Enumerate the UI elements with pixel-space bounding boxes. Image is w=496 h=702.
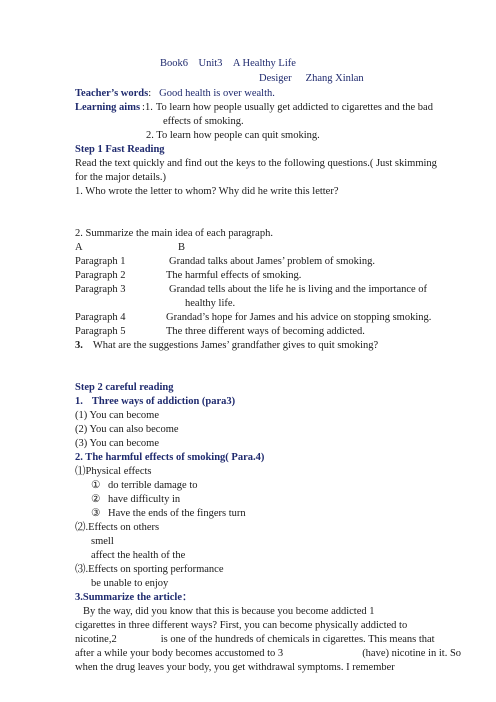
paragraph-idea: Grandad’s hope for James and his advice on stopping smoking. xyxy=(166,312,432,323)
addiction-way: (2) You can also become xyxy=(75,424,179,435)
question-1: 1. Who wrote the letter to whom? Why did he write this letter? xyxy=(75,186,339,197)
paragraph-idea: Grandad talks about James’ problem of smoking. xyxy=(169,256,375,267)
others-effect-item: smell xyxy=(91,536,114,547)
section-3-heading: 3.Summarize the article： xyxy=(75,592,193,603)
learning-aim-1-cont: effects of smoking. xyxy=(163,116,244,127)
aim1-num: :1. xyxy=(142,102,153,113)
designer-line xyxy=(259,72,364,86)
paragraph-row xyxy=(75,255,125,269)
paragraph-label: Paragraph 2 xyxy=(75,270,126,281)
question-2: 2. Summarize the main idea of each paragraph. xyxy=(75,228,273,239)
question-3-text: What are the suggestions James’ grandfather gives to quit smoking? xyxy=(92,340,379,351)
column-a-header: A xyxy=(75,242,83,253)
physical-effect-text: Have the ends of the fingers turn xyxy=(108,508,246,519)
summary-line: when the drug leaves your body, you get withdrawal symptoms. I remember xyxy=(75,662,395,673)
circled-number: ③ xyxy=(91,508,101,519)
paragraph-row xyxy=(75,283,125,297)
physical-effect-item xyxy=(91,479,198,493)
column-b-header: B xyxy=(178,242,186,253)
physical-effect-item xyxy=(91,507,246,521)
section-2-heading: 2. The harmful effects of smoking( Para.4) xyxy=(75,452,265,463)
learning-aims-label: Learning aims xyxy=(75,102,141,113)
paragraph-idea-cont: healthy life. xyxy=(185,298,236,309)
designer-name: Zhang Xinlan xyxy=(305,73,364,84)
paragraph-idea: Grandad tells about the life he is living and the importance of xyxy=(169,284,428,295)
teachers-words-colon: : xyxy=(148,88,152,99)
addiction-way: (1) You can become xyxy=(75,410,159,421)
effects-on-others-heading: ⑵.Effects on others xyxy=(75,522,160,533)
physical-effects-heading: ⑴Physical effects xyxy=(75,466,152,477)
designer-label: Desiger xyxy=(259,73,292,84)
step2-title: Step 2 careful reading xyxy=(75,382,174,393)
summary-line xyxy=(75,647,461,661)
section-1-heading xyxy=(75,395,235,409)
teachers-words xyxy=(75,87,275,101)
step1-instruction-cont: for the major details.) xyxy=(75,172,166,183)
step1-title: Step 1 Fast Reading xyxy=(75,144,165,155)
summary-line: By the way, did you know that this is because you become addicted 1 xyxy=(83,606,375,617)
circled-number: ① xyxy=(91,480,101,491)
question-3 xyxy=(75,339,378,353)
sporting-effects-heading: ⑶.Effects on sporting performance xyxy=(75,564,224,575)
paragraph-row xyxy=(75,325,125,339)
summary-fragment: is one of the hundreds of chemicals in cigarettes. This means that xyxy=(160,634,435,645)
paragraph-row xyxy=(75,311,125,325)
paragraph-label: Paragraph 4 xyxy=(75,312,126,323)
aim1-text: To learn how people usually get addicted to cigarettes and the bad xyxy=(155,102,433,113)
paragraph-label: Paragraph 1 xyxy=(75,256,126,267)
document-title: Book6 Unit3 A Healthy Life xyxy=(160,58,296,69)
addiction-way: (3) You can become xyxy=(75,438,159,449)
paragraph-label: Paragraph 5 xyxy=(75,326,126,337)
summary-line: cigarettes in three different ways? First, you can become physically addicted to xyxy=(75,620,408,631)
physical-effect-text: have difficulty in xyxy=(108,494,181,505)
summary-line xyxy=(75,633,435,647)
summary-fragment: nicotine,2 xyxy=(75,634,117,645)
section-1-text: Three ways of addiction (para3) xyxy=(91,396,236,407)
physical-effect-item xyxy=(91,493,180,507)
learning-aim-2: 2. To learn how people can quit smoking. xyxy=(146,130,320,141)
physical-effect-text: do terrible damage to xyxy=(108,480,198,491)
summary-fragment: after a while your body becomes accustomed to 3 xyxy=(75,648,284,659)
sporting-effect-item: be unable to enjoy xyxy=(91,578,169,589)
learning-aim-1 xyxy=(75,101,433,115)
paragraph-row xyxy=(75,269,125,283)
section-1-num: 1. xyxy=(75,396,83,407)
paragraph-label: Paragraph 3 xyxy=(75,284,126,295)
step1-instruction: Read the text quickly and find out the keys to the following questions.( Just skimming xyxy=(75,158,437,169)
teachers-words-label: Teacher’s words xyxy=(75,88,149,99)
question-3-num: 3. xyxy=(75,340,83,351)
summary-fragment: (have) nicotine in it. So xyxy=(362,648,462,659)
paragraph-idea: The harmful effects of smoking. xyxy=(166,270,302,281)
paragraph-idea: The three different ways of becoming addicted. xyxy=(166,326,365,337)
circled-number: ② xyxy=(91,494,101,505)
teachers-words-text: Good health is over wealth. xyxy=(159,88,275,99)
others-effect-item: affect the health of the xyxy=(91,550,186,561)
